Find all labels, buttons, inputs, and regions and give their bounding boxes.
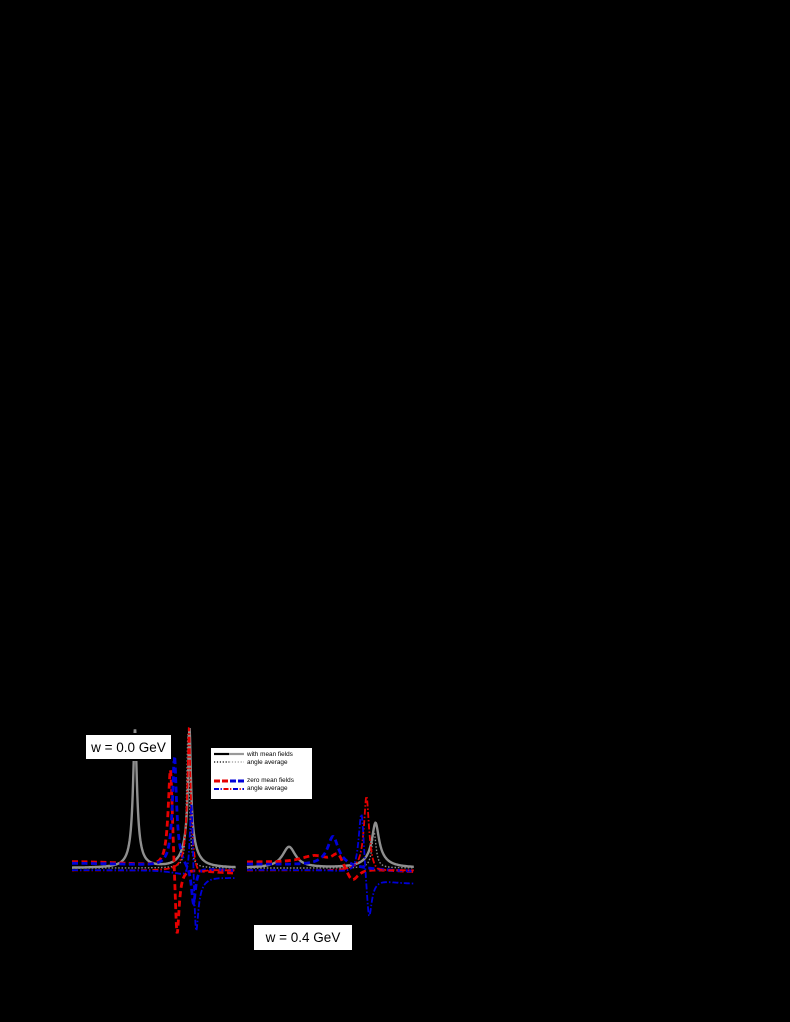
legend-label: angle average xyxy=(247,758,288,766)
panel-label-w4-box xyxy=(253,924,353,951)
legend-entry-with-mean-fields xyxy=(213,750,293,758)
legend-entry-angle-average-mf xyxy=(213,758,288,766)
legend-swatch-dashdot-line xyxy=(213,785,245,793)
legend-swatch-dashed-line xyxy=(213,777,245,785)
panel-label-w0-box xyxy=(84,733,173,761)
legend-label: with mean fields xyxy=(247,750,293,758)
legend-swatch-dotted-line xyxy=(213,758,245,766)
legend-label: angle average xyxy=(247,785,288,792)
panel-label-w4-text: w = 0.4 GeV xyxy=(265,930,341,945)
legend-swatch-solid-line xyxy=(213,750,245,758)
legend-entry-angle-average-zmf xyxy=(213,785,288,793)
legend-box xyxy=(210,747,313,800)
panel-label-w0-text: w = 0.0 GeV xyxy=(91,739,166,755)
legend-entry-zero-mean-fields xyxy=(213,777,294,785)
series-R-gray-solid xyxy=(247,823,414,867)
legend-label: zero mean fields xyxy=(247,777,294,784)
